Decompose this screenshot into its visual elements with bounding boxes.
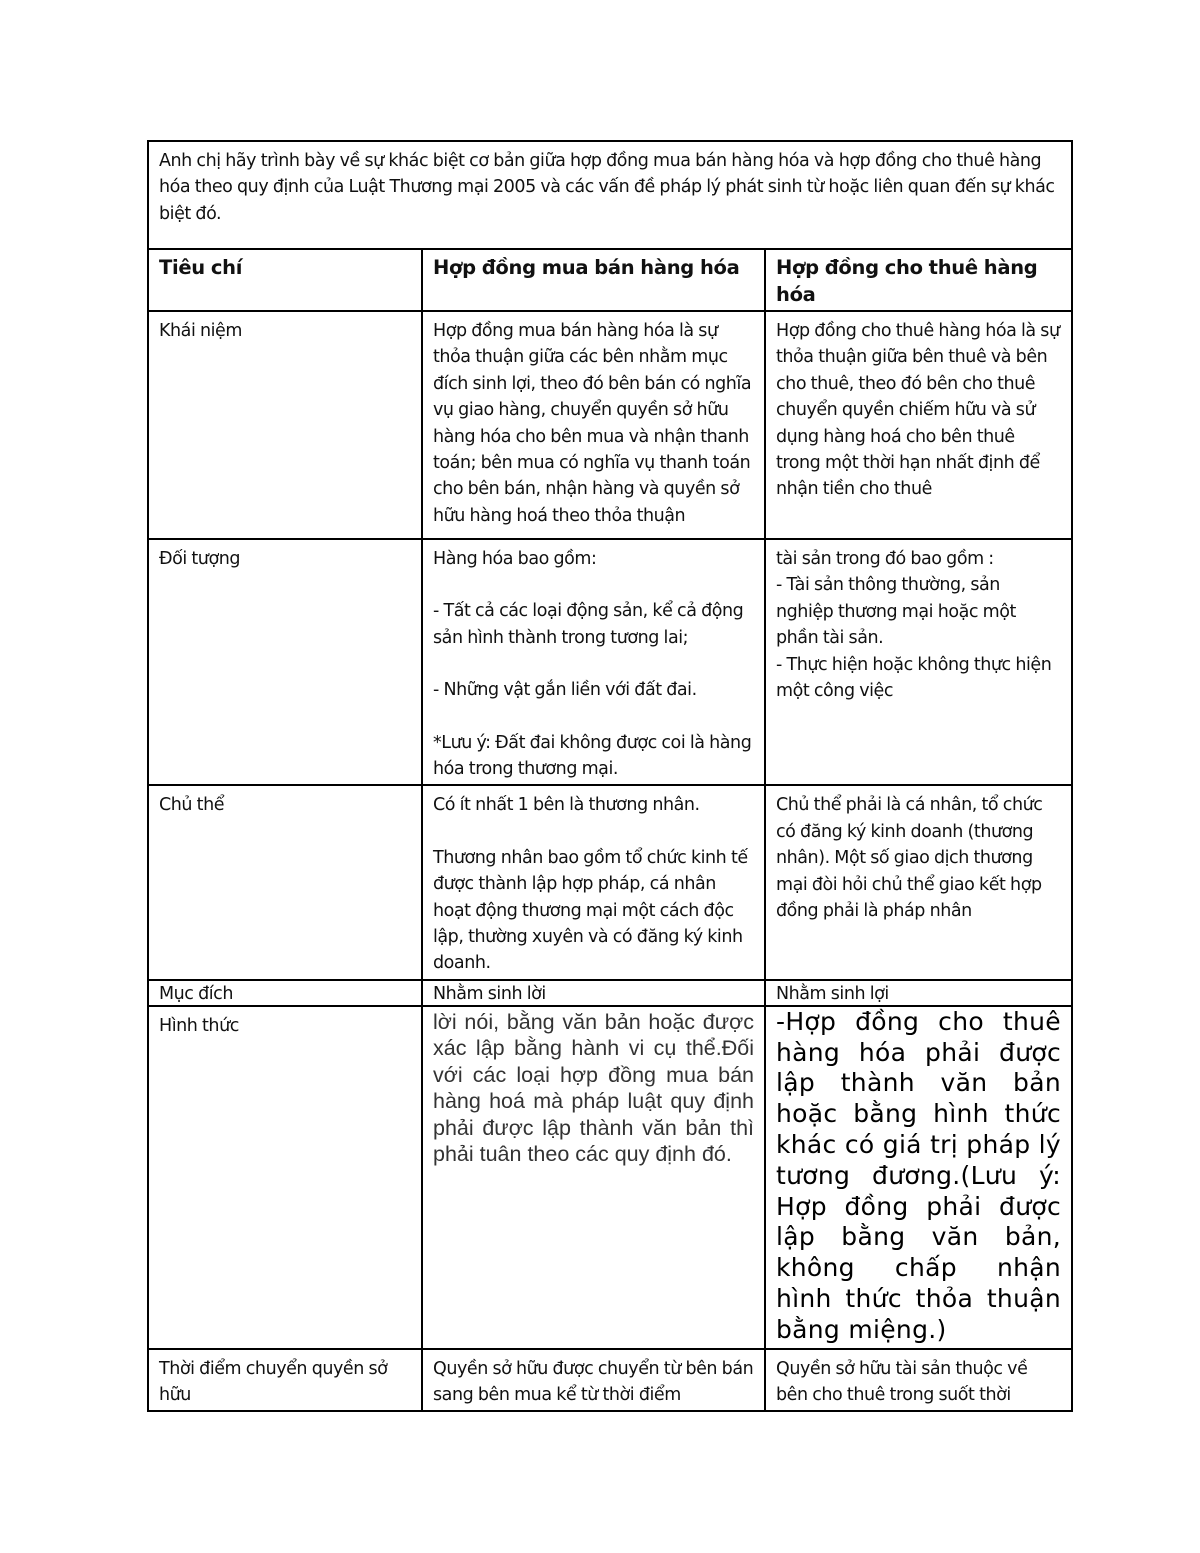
row-label-purpose: Mục đích <box>148 980 422 1006</box>
document-page <box>147 140 1071 1412</box>
concept-lease-cell: Hợp đồng cho thuê hàng hóa là sự thỏa thuận giữa bên thuê và bên cho thuê, theo đó bên cho thuê chuyển quyền chiếm hữu và sử dụng hàng hoá cho bên thuê trong một thời hạn nhất định để nhận tiền cho thuê <box>765 311 1072 539</box>
form-lease-cell: -Hợp đồng cho thuê hàng hóa phải được lập thành văn bản hoặc bằng hình thức khác có giá trị pháp lý tương đương.(Lưu ý: Hợp đồng phải được lập bằng văn bản, không chấp nhận hình thức thỏa thuận bằng miệng.) <box>765 1006 1072 1349</box>
form-sale-cell: lời nói, bằng văn bản hoặc được xác lập bằng hành vi cụ thể.Đối với các loại hợp đồng mua bán hàng hoá mà pháp luật quy định phải được lập thành văn bản thì phải tuân theo các quy định đó. <box>422 1006 765 1349</box>
concept-sale-cell: Hợp đồng mua bán hàng hóa là sự thỏa thuận giữa các bên nhằm mục đích sinh lợi, theo đó bên bán có nghĩa vụ giao hàng, chuyển quyền sở hữu hàng hóa cho bên mua và nhận thanh toán; bên mua có nghĩa vụ thanh toán cho bên bán, nhận hàng và quyền sở hữu hàng hoá theo thỏa thuận <box>422 311 765 539</box>
table-row-form <box>148 1006 1072 1349</box>
row-label-object: Đối tượng <box>148 539 422 785</box>
header-sale-contract: Hợp đồng mua bán hàng hóa <box>422 249 765 311</box>
object-sale-line: Hàng hóa bao gồm: <box>433 549 597 569</box>
transfer-sale-cell: Quyền sở hữu được chuyển từ bên bán sang bên mua kể từ thời điểm <box>422 1349 765 1412</box>
header-row <box>148 249 1072 311</box>
row-label-subject: Chủ thể <box>148 785 422 979</box>
row-label-transfer: Thời điểm chuyển quyền sở hữu <box>148 1349 422 1412</box>
subject-sale-cell <box>422 785 765 979</box>
table-row-purpose <box>148 980 1072 1006</box>
question-text: Anh chị hãy trình bày về sự khác biệt cơ bản giữa hợp đồng mua bán hàng hóa và hợp đồng cho thuê hàng hóa theo quy định của Luật Thương mại 2005 và các vấn đề pháp lý phát sinh từ hoặc liên quan đến sự khác biệt đó. <box>148 141 1072 249</box>
object-lease-line: - Tài sản thông thường, sản nghiệp thương mại hoặc một phần tài sản. <box>776 575 1016 649</box>
purpose-sale-cell: Nhằm sinh lời <box>422 980 765 1006</box>
comparison-table <box>147 140 1073 1412</box>
row-label-form: Hình thức <box>148 1006 422 1349</box>
object-sale-line: - Những vật gắn liền với đất đai. <box>433 680 697 701</box>
object-lease-line: tài sản trong đó bao gồm : <box>776 549 994 569</box>
table-row-object <box>148 539 1072 785</box>
header-lease-contract: Hợp đồng cho thuê hàng hóa <box>765 249 1072 311</box>
subject-sale-line: Có ít nhất 1 bên là thương nhân. <box>433 795 700 816</box>
table-row-transfer <box>148 1349 1072 1412</box>
table-row-subject <box>148 785 1072 979</box>
object-sale-note: *Lưu ý: Đất đai không được coi là hàng hóa trong thương mại. <box>433 732 752 780</box>
row-label-concept: Khái niệm <box>148 311 422 539</box>
transfer-lease-cell: Quyền sở hữu tài sản thuộc về bên cho thuê trong suốt thời <box>765 1349 1072 1412</box>
subject-lease-cell: Chủ thể phải là cá nhân, tổ chức có đăng ký kinh doanh (thương nhân). Một số giao dịch thương mại đòi hỏi chủ thể giao kết hợp đồng phải là pháp nhân <box>765 785 1072 979</box>
subject-sale-line: Thương nhân bao gồm tổ chức kinh tế được thành lập hợp pháp, cá nhân hoạt động thương mại một cách độc lập, thường xuyên và có đăng ký kinh doanh. <box>433 847 748 974</box>
table-row-concept <box>148 311 1072 539</box>
purpose-lease-cell: Nhằm sinh lợi <box>765 980 1072 1006</box>
object-lease-cell <box>765 539 1072 785</box>
object-lease-line: - Thực hiện hoặc không thực hiện một công việc <box>776 654 1052 702</box>
object-sale-cell <box>422 539 765 785</box>
question-row <box>148 141 1072 249</box>
object-sale-line: - Tất cả các loại động sản, kể cả động sản hình thành trong tương lai; <box>433 601 744 648</box>
header-criteria: Tiêu chí <box>148 249 422 311</box>
